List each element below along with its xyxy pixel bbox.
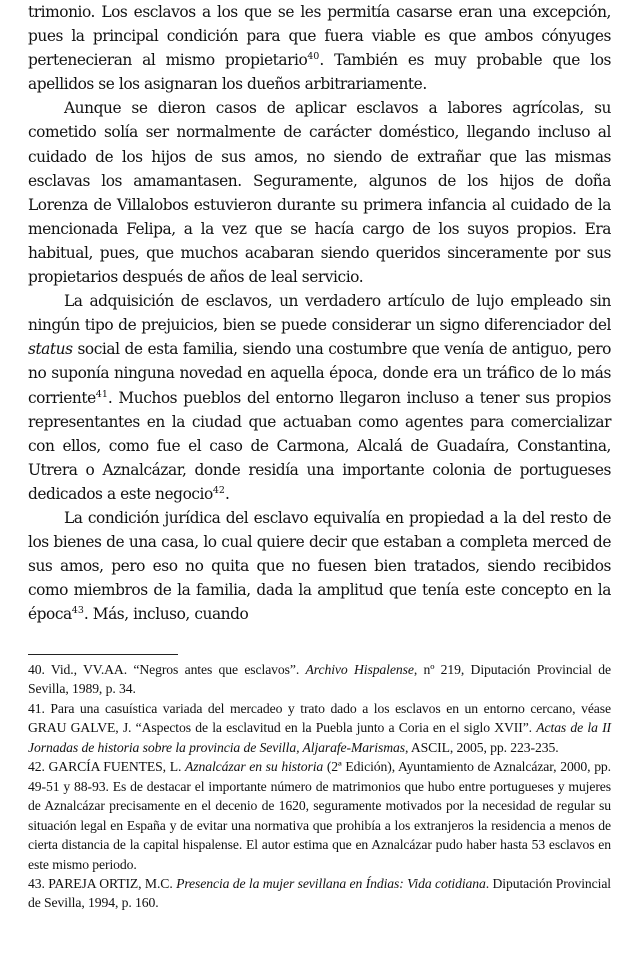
footnote-40: [28, 660, 611, 699]
paragraph-4: [28, 506, 611, 626]
footnote-42-title: Aznalcázar en su historia: [184, 759, 324, 775]
paragraph-3-mid: social de esta familia, siendo una costumbre que venía de antiguo, pero no suponía ninguna novedad en aquella época, donde era un tráfico de lo más corriente: [28, 340, 611, 407]
paragraph-4-text: La condición jurídica del esclavo equivalía en propiedad a la del resto de los bienes de una casa, lo cual quiere decir que estaban a completa merced de sus amos, pero eso no quita que no fuesen bien tratados, siendo recibidos como miembros de la familia, dada la amplitud que tenía este concepto en la época: [28, 508, 611, 624]
footnote-40-title: Archivo Hispalense: [305, 662, 414, 677]
paragraph-1: [28, 0, 611, 96]
footnote-ref-40[interactable]: 40: [307, 51, 320, 63]
footnote-41-tail: , ASCIL, 2005, pp. 223-235.: [404, 739, 559, 755]
footnote-40-tail: , nº 219, Diputación Provincial de Sevilla, 1989, p. 34.: [28, 662, 612, 697]
footnote-41: [28, 699, 611, 757]
footnote-43-title: Presencia de la mujer sevillana en Índias: Vida cotidiana: [176, 875, 486, 891]
paragraph-1-tail: . También es muy probable que los apellidos se los asignaran los dueños arbitrariamente.: [28, 51, 611, 94]
paragraph-1-text: trimonio. Los esclavos a los que se les permitía casarse eran una excepción, pues la principal condición para que fuera viable es que ambos cónyuges pertenecieran al mismo propietario: [28, 3, 611, 70]
footnote-42: [28, 757, 611, 874]
footnote-40-text: 40. Vid., VV.AA. “Negros antes que esclavos”.: [28, 662, 306, 677]
paragraph-3: [28, 289, 611, 506]
footnote-ref-43[interactable]: 43: [71, 605, 84, 617]
footnote-43-text: 43. PAREJA ORTIZ, M.C.: [28, 875, 177, 891]
footnote-ref-42[interactable]: 42: [212, 484, 225, 496]
footnote-42-text: 42. GARCÍA FUENTES, L.: [28, 759, 185, 775]
footnote-43: [28, 874, 611, 913]
footnote-41-title: Actas de la II Jornadas de historia sobre la provincia de Sevilla, Aljarafe-Marismas: [28, 720, 611, 755]
footnote-separator: [28, 654, 178, 655]
paragraph-3-end: .: [224, 484, 230, 503]
footnotes: [28, 660, 611, 913]
paragraph-3-rest: . Muchos pueblos del entorno llegaron incluso a tener sus propios representantes en la ciudad que actuaban como agentes para comercializar con ellos, como fue el caso de Carmona, Alcalá de Guadaíra, Constantina, Utrera o Aznalcázar, donde residía una importante colonia de portugueses dedicados a este negocio: [28, 388, 611, 503]
footnote-42-tail: (2ª Edición), Ayuntamiento de Aznalcázar, 2000, pp. 49-51 y 88-93. Es de destacar el importante número de matrimonios que hubo entre portugueses y mujeres de Aznalcázar precisamente en el decenio de 1620, seguramente motivados por la necesidad de regular su situación legal en España y de evitar una normativa que prohibía a los extranjeros la residencia a menos de cierta distancia de la capital hispalense. El autor estima que en Aznalcázar pudo haber hasta 53 esclavos en este mismo periodo.: [28, 759, 611, 872]
footnote-41-text: 41. Para una casuística variada del mercadeo y trato dado a los esclavos en un entorno cercano, véase GRAU GALVE, J. “Aspectos de la esclavitud en la Puebla junto a Coria en el siglo XVII”.: [28, 700, 611, 736]
footnote-43-tail: . Diputación Provincial de Sevilla, 1994, p. 160.: [28, 875, 611, 911]
paragraph-4-tail: . Más, incluso, cuando: [83, 605, 249, 624]
paragraph-2: Aunque se dieron casos de aplicar esclavos a labores agrícolas, su cometido solía ser normalmente de carácter doméstico, llegando incluso al cuidado de los hijos de sus amos, no siendo de extrañar que las mismas esclavas los amamantasen. Seguramente, algunos de los hijos de doña Lorenza de Villalobos estuvieron durante su primera infancia al cuidado de la mencionada Felipa, a la vez que se hacía cargo de los suyos propios. Era habitual, pues, que muchos acabaran siendo queridos sinceramente por sus propietarios después de años de leal servicio.: [28, 99, 611, 287]
main-text: [28, 0, 611, 626]
page: [28, 0, 611, 626]
status-emphasis: status: [28, 340, 73, 359]
footnote-ref-41[interactable]: 41: [95, 388, 108, 400]
paragraph-3-text: La adquisición de esclavos, un verdadero artículo de lujo empleado sin ningún tipo de prejuicios, bien se puede considerar un signo diferenciador del: [28, 292, 611, 335]
